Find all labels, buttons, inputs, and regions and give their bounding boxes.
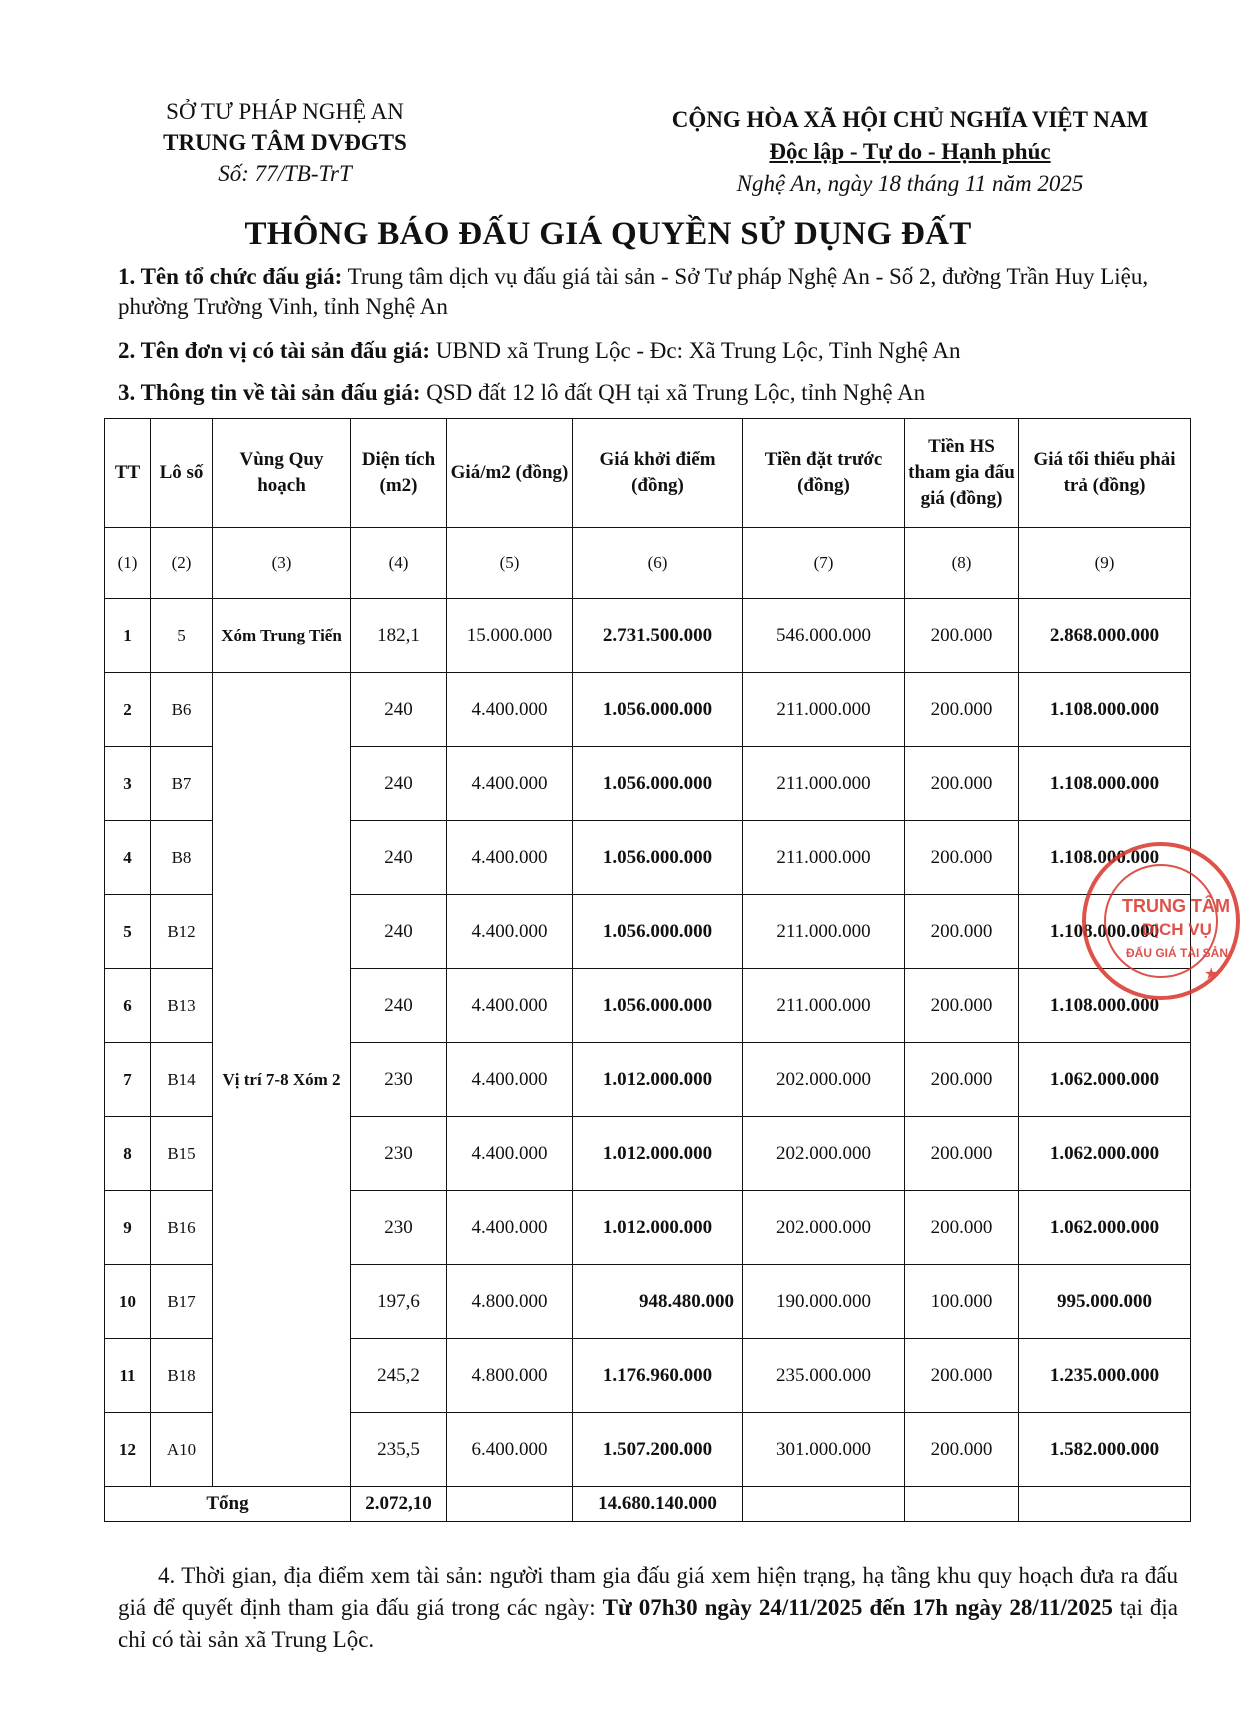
column-number: (3) [213, 528, 351, 599]
cell-deposit: 202.000.000 [743, 1117, 905, 1191]
info-value: QSD đất 12 lô đất QH tại xã Trung Lộc, tỉnh Nghệ An [426, 380, 926, 405]
cell-starting-price: 1.012.000.000 [573, 1117, 743, 1191]
column-number: (9) [1019, 528, 1191, 599]
seal-text: TRUNG TÂM [1122, 896, 1230, 916]
seal-text: DỊCH VỤ [1142, 920, 1212, 939]
column-number: (1) [105, 528, 151, 599]
cell-index: 1 [105, 599, 151, 673]
cell-min-payment: 1.108.000.000 [1019, 673, 1191, 747]
cell-area: 230 [351, 1117, 447, 1191]
total-empty-cell [905, 1487, 1019, 1522]
cell-lot: A10 [151, 1413, 213, 1487]
cell-deposit: 301.000.000 [743, 1413, 905, 1487]
issuer-block [120, 96, 450, 189]
column-header: Giá/m2 (đồng) [447, 419, 573, 528]
cell-min-payment: 1.582.000.000 [1019, 1413, 1191, 1487]
cell-unit-price: 4.400.000 [447, 969, 573, 1043]
info-label: 3. Thông tin về tài sản đấu giá: [118, 380, 421, 405]
national-heading [640, 104, 1180, 200]
column-number: (6) [573, 528, 743, 599]
auction-lots-table [104, 418, 1191, 1522]
nation-name: CỘNG HÒA XÃ HỘI CHỦ NGHĨA VIỆT NAM [671, 107, 1149, 132]
cell-min-payment: 1.062.000.000 [1019, 1117, 1191, 1191]
cell-unit-price: 6.400.000 [447, 1413, 573, 1487]
cell-deposit: 202.000.000 [743, 1191, 905, 1265]
cell-starting-price: 1.176.960.000 [573, 1339, 743, 1413]
column-header: Giá tối thiểu phải trả (đồng) [1019, 419, 1191, 528]
cell-area: 240 [351, 969, 447, 1043]
column-header: TT [105, 419, 151, 528]
cell-deposit: 211.000.000 [743, 969, 905, 1043]
cell-fee: 200.000 [905, 1043, 1019, 1117]
cell-deposit: 546.000.000 [743, 599, 905, 673]
cell-index: 4 [105, 821, 151, 895]
cell-deposit: 202.000.000 [743, 1043, 905, 1117]
asset-info [118, 378, 1178, 408]
column-header: Vùng Quy hoạch [213, 419, 351, 528]
cell-fee: 200.000 [905, 969, 1019, 1043]
cell-lot: B14 [151, 1043, 213, 1117]
cell-area: 197,6 [351, 1265, 447, 1339]
cell-lot: B6 [151, 673, 213, 747]
cell-starting-price: 1.056.000.000 [573, 673, 743, 747]
cell-unit-price: 4.400.000 [447, 1043, 573, 1117]
cell-area: 235,5 [351, 1413, 447, 1487]
column-header: Lô số [151, 419, 213, 528]
cell-starting-price: 1.056.000.000 [573, 969, 743, 1043]
cell-min-payment: 1.108.000.000 [1019, 747, 1191, 821]
cell-index: 11 [105, 1339, 151, 1413]
cell-index: 12 [105, 1413, 151, 1487]
cell-min-payment: 995.000.000 [1019, 1265, 1191, 1339]
info-label: 1. Tên tổ chức đấu giá: [118, 264, 343, 289]
cell-unit-price: 4.400.000 [447, 895, 573, 969]
cell-fee: 200.000 [905, 747, 1019, 821]
cell-starting-price: 1.056.000.000 [573, 747, 743, 821]
cell-unit-price: 4.400.000 [447, 747, 573, 821]
cell-area: 245,2 [351, 1339, 447, 1413]
table-row [105, 673, 1191, 747]
cell-lot: B16 [151, 1191, 213, 1265]
cell-index: 3 [105, 747, 151, 821]
column-number: (7) [743, 528, 905, 599]
cell-min-payment: 2.868.000.000 [1019, 599, 1191, 673]
column-header: Diện tích (m2) [351, 419, 447, 528]
cell-lot: B18 [151, 1339, 213, 1413]
cell-starting-price: 2.731.500.000 [573, 599, 743, 673]
cell-area: 230 [351, 1043, 447, 1117]
cell-fee: 200.000 [905, 821, 1019, 895]
cell-index: 2 [105, 673, 151, 747]
column-header: Tiền HS tham gia đấu giá (đồng) [905, 419, 1019, 528]
cell-starting-price: 1.056.000.000 [573, 821, 743, 895]
cell-deposit: 235.000.000 [743, 1339, 905, 1413]
cell-fee: 200.000 [905, 1413, 1019, 1487]
cell-lot: B13 [151, 969, 213, 1043]
cell-lot: B12 [151, 895, 213, 969]
total-area: 2.072,10 [351, 1487, 447, 1522]
seal-text: ĐẤU GIÁ TÀI SẢN [1126, 946, 1228, 960]
cell-min-payment: 1.062.000.000 [1019, 1191, 1191, 1265]
total-starting-price: 14.680.140.000 [573, 1487, 743, 1522]
cell-min-payment: 1.062.000.000 [1019, 1043, 1191, 1117]
cell-min-payment: 1.108.000.000 [1019, 969, 1191, 1043]
column-number: (8) [905, 528, 1019, 599]
cell-area: 240 [351, 747, 447, 821]
note-schedule: Từ 07h30 ngày 24/11/2025 đến 17h ngày 28/11/2025 [602, 1595, 1113, 1620]
cell-fee: 200.000 [905, 1339, 1019, 1413]
cell-unit-price: 4.400.000 [447, 673, 573, 747]
cell-starting-price: 1.012.000.000 [573, 1191, 743, 1265]
document-number: Số: 77/TB-TrT [218, 161, 352, 186]
table-row [105, 599, 1191, 673]
table-header-row [105, 419, 1191, 528]
info-value: Trung tâm dịch vụ đấu giá tài sản - Sở Tư pháp Nghệ An - Số 2, đường Trần Huy Liệu, phường Trường Vinh, tỉnh Nghệ An [118, 264, 1149, 319]
cell-unit-price: 4.800.000 [447, 1339, 573, 1413]
cell-min-payment: 1.108.000.000 [1019, 821, 1191, 895]
cell-index: 6 [105, 969, 151, 1043]
cell-fee: 200.000 [905, 599, 1019, 673]
column-number: (5) [447, 528, 573, 599]
national-motto: Độc lập - Tự do - Hạnh phúc [769, 139, 1051, 164]
table-total-row [105, 1487, 1191, 1522]
cell-deposit: 211.000.000 [743, 747, 905, 821]
note-location: tại địa chỉ có tài sản xã Trung Lộc. [118, 1595, 1178, 1652]
document-title: THÔNG BÁO ĐẤU GIÁ QUYỀN SỬ DỤNG ĐẤT [244, 216, 972, 252]
cell-unit-price: 4.400.000 [447, 821, 573, 895]
cell-unit-price: 4.400.000 [447, 1191, 573, 1265]
cell-lot: 5 [151, 599, 213, 673]
cell-deposit: 190.000.000 [743, 1265, 905, 1339]
cell-deposit: 211.000.000 [743, 895, 905, 969]
cell-zone: Xóm Trung Tiến [213, 599, 351, 673]
cell-starting-price: 948.480.000 [573, 1265, 743, 1339]
cell-lot: B7 [151, 747, 213, 821]
cell-fee: 200.000 [905, 1117, 1019, 1191]
cell-fee: 200.000 [905, 673, 1019, 747]
cell-starting-price: 1.507.200.000 [573, 1413, 743, 1487]
cell-index: 5 [105, 895, 151, 969]
cell-lot: B8 [151, 821, 213, 895]
total-empty-cell [1019, 1487, 1191, 1522]
cell-area: 240 [351, 821, 447, 895]
cell-lot: B17 [151, 1265, 213, 1339]
cell-fee: 100.000 [905, 1265, 1019, 1339]
cell-deposit: 211.000.000 [743, 673, 905, 747]
cell-index: 10 [105, 1265, 151, 1339]
cell-min-payment: 1.235.000.000 [1019, 1339, 1191, 1413]
cell-area: 182,1 [351, 599, 447, 673]
total-label: Tổng [105, 1487, 351, 1522]
issuer-department: SỞ TƯ PHÁP NGHỆ AN [166, 99, 404, 124]
issuer-center: TRUNG TÂM DVĐGTS [163, 130, 407, 155]
cell-area: 230 [351, 1191, 447, 1265]
column-header: Giá khởi điểm (đồng) [573, 419, 743, 528]
cell-unit-price: 4.800.000 [447, 1265, 573, 1339]
total-empty-cell [447, 1487, 573, 1522]
cell-area: 240 [351, 673, 447, 747]
cell-lot: B15 [151, 1117, 213, 1191]
cell-area: 240 [351, 895, 447, 969]
cell-index: 7 [105, 1043, 151, 1117]
note-text: 4. Thời gian, địa điểm xem tài sản: người tham gia đấu giá xem hiện trạng, hạ tầng khu quy hoạch đưa ra đấu giá để quyết định tham gia đấu giá trong các ngày: [118, 1563, 1178, 1620]
cell-starting-price: 1.056.000.000 [573, 895, 743, 969]
total-empty-cell [743, 1487, 905, 1522]
auction-organization [118, 262, 1178, 322]
cell-starting-price: 1.012.000.000 [573, 1043, 743, 1117]
official-seal [1082, 842, 1240, 1000]
column-number: (2) [151, 528, 213, 599]
star-icon: ★ [1204, 966, 1219, 983]
column-number-row [105, 528, 1191, 599]
info-label: 2. Tên đơn vị có tài sản đấu giá: [118, 338, 431, 363]
cell-unit-price: 4.400.000 [447, 1117, 573, 1191]
cell-index: 9 [105, 1191, 151, 1265]
info-value: UBND xã Trung Lộc - Đc: Xã Trung Lộc, Tỉnh Nghệ An [435, 338, 961, 363]
cell-fee: 200.000 [905, 1191, 1019, 1265]
column-number: (4) [351, 528, 447, 599]
cell-deposit: 211.000.000 [743, 821, 905, 895]
cell-index: 8 [105, 1117, 151, 1191]
column-header: Tiền đặt trước (đồng) [743, 419, 905, 528]
cell-zone: Vị trí 7-8 Xóm 2 [213, 673, 351, 1487]
asset-owner [118, 336, 1178, 366]
cell-min-payment: 1.108.000.000 [1019, 895, 1191, 969]
cell-fee: 200.000 [905, 895, 1019, 969]
cell-unit-price: 15.000.000 [447, 599, 573, 673]
viewing-schedule-note [118, 1560, 1178, 1656]
document-date: Nghệ An, ngày 18 tháng 11 năm 2025 [736, 171, 1084, 196]
